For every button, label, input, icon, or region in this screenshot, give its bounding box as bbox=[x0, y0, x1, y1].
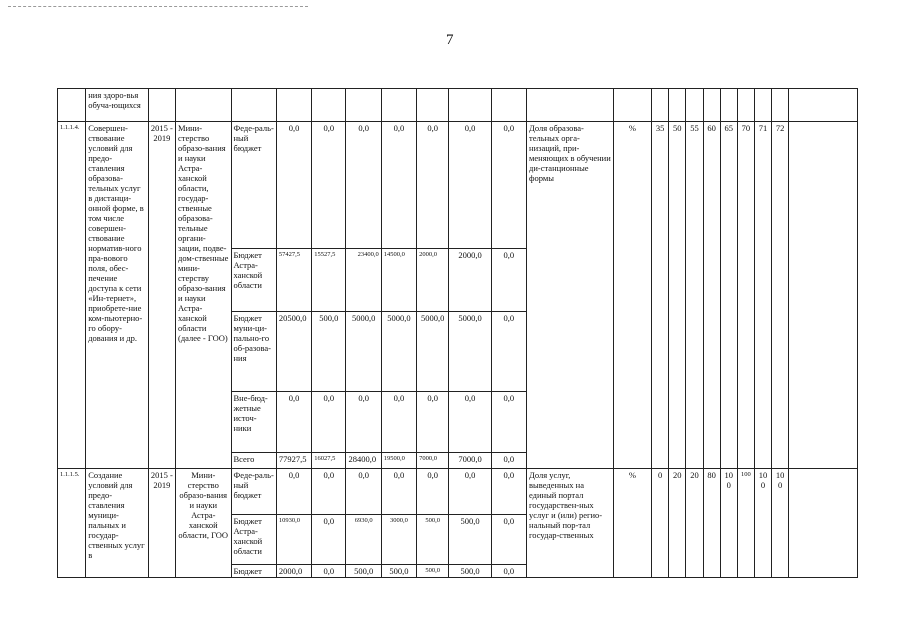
value-cell: 0,0 bbox=[491, 312, 526, 392]
target-cell: 50 bbox=[669, 122, 686, 469]
code-cell: 1.1.1.4. bbox=[58, 122, 86, 469]
name-cell: Создание условий для предо-ставления муници-пальных и государ-ственных услуг в bbox=[86, 469, 149, 578]
target-cell: 70 bbox=[737, 122, 754, 469]
value-cell: 0,0 bbox=[312, 565, 346, 578]
value-cell: 0,0 bbox=[276, 122, 311, 249]
value-cell: 0,0 bbox=[449, 469, 491, 515]
value-cell: 57427,5 bbox=[276, 249, 311, 312]
source-cell: Бюджет bbox=[231, 565, 276, 578]
value-cell: 0,0 bbox=[491, 453, 526, 469]
value-cell: 0,0 bbox=[312, 515, 346, 565]
unit-cell: % bbox=[613, 122, 651, 469]
value-cell: 0,0 bbox=[312, 122, 346, 249]
target-cell: 100 bbox=[754, 469, 771, 578]
value-cell: 0,0 bbox=[381, 469, 416, 515]
value-cell: 28400,0 bbox=[346, 453, 381, 469]
value-cell: 0,0 bbox=[417, 469, 449, 515]
executor-cell bbox=[176, 89, 231, 122]
value-cell: 7000,0 bbox=[449, 453, 491, 469]
code-cell bbox=[58, 89, 86, 122]
value-cell: 19500,0 bbox=[381, 453, 416, 469]
value-cell: 500,0 bbox=[449, 565, 491, 578]
indicator-cell bbox=[527, 89, 614, 122]
table-row bbox=[58, 89, 858, 122]
target-cell: 72 bbox=[772, 122, 789, 469]
value-cell: 0,0 bbox=[491, 392, 526, 453]
value-cell: 0,0 bbox=[381, 392, 416, 453]
value-cell: 15527,5 bbox=[312, 249, 346, 312]
target-cell: 20 bbox=[686, 469, 703, 578]
target-cell: 20 bbox=[669, 469, 686, 578]
target-cell: 35 bbox=[652, 122, 669, 469]
value-cell: 5000,0 bbox=[346, 312, 381, 392]
target-cell: 55 bbox=[686, 122, 703, 469]
name-cell: ния здоро-вья обуча-ющихся bbox=[86, 89, 149, 122]
value-cell: 0,0 bbox=[491, 122, 526, 249]
value-cell: 0,0 bbox=[491, 515, 526, 565]
value-cell: 5000,0 bbox=[381, 312, 416, 392]
top-dashed-line bbox=[8, 6, 308, 7]
program-measures-table bbox=[57, 88, 858, 578]
value-cell: 500,0 bbox=[417, 515, 449, 565]
value-cell: 500,0 bbox=[381, 565, 416, 578]
table-row bbox=[58, 469, 858, 515]
value-cell: 0,0 bbox=[276, 392, 311, 453]
value-cell: 0,0 bbox=[491, 565, 526, 578]
target-cell: 71 bbox=[754, 122, 771, 469]
source-cell: Бюджет Астра-ханской области bbox=[231, 515, 276, 565]
value-cell: 0,0 bbox=[346, 469, 381, 515]
source-cell: Вне-бюд-жетные источ-ники bbox=[231, 392, 276, 453]
value-cell: 0,0 bbox=[449, 122, 491, 249]
source-cell: Бюджет Астра-ханской области bbox=[231, 249, 276, 312]
value-cell: 14500,0 bbox=[381, 249, 416, 312]
value-cell: 16027,5 bbox=[312, 453, 346, 469]
unit-cell: % bbox=[613, 469, 651, 578]
value-cell: 0,0 bbox=[346, 122, 381, 249]
target-cell: 60 bbox=[703, 122, 720, 469]
code-cell: 1.1.1.5. bbox=[58, 469, 86, 578]
target-cell: 100 bbox=[737, 469, 754, 578]
value-cell: 0,0 bbox=[417, 392, 449, 453]
source-cell: Феде-раль-ный бюджет bbox=[231, 122, 276, 249]
period-cell bbox=[148, 89, 175, 122]
period-cell: 2015 - 2019 bbox=[148, 122, 175, 469]
value-cell: 2000,0 bbox=[276, 565, 311, 578]
source-cell bbox=[231, 89, 276, 122]
unit-cell bbox=[613, 89, 651, 122]
value-cell: 5000,0 bbox=[417, 312, 449, 392]
value-cell: 23400,0 bbox=[346, 249, 381, 312]
value-cell: 10930,0 bbox=[276, 515, 311, 565]
executor-cell: Мини-стерство образо-вания и науки Астра-ханской области, государ-ственные образова-тельные органи-зации, подве-дом-ственные мини-стерству образо-вания и науки Астра-ханской области (далее - ГОО) bbox=[176, 122, 231, 469]
value-cell: 0,0 bbox=[491, 249, 526, 312]
page-number: 7 bbox=[446, 32, 454, 48]
value-cell: 0,0 bbox=[312, 392, 346, 453]
value-cell: 77927,5 bbox=[276, 453, 311, 469]
value-cell: 0,0 bbox=[276, 469, 311, 515]
value-cell: 20500,0 bbox=[276, 312, 311, 392]
period-cell: 2015 - 2019 bbox=[148, 469, 175, 578]
value-cell: 3000,0 bbox=[381, 515, 416, 565]
source-cell: Феде-раль-ный бюджет bbox=[231, 469, 276, 515]
target-cell: 80 bbox=[703, 469, 720, 578]
value-cell: 500,0 bbox=[346, 565, 381, 578]
value-cell: 0,0 bbox=[346, 392, 381, 453]
value-cell: 6930,0 bbox=[346, 515, 381, 565]
value-cell: 0,0 bbox=[381, 122, 416, 249]
value-cell: 0,0 bbox=[449, 392, 491, 453]
value-cell: 7000,0 bbox=[417, 453, 449, 469]
value-cell: 0,0 bbox=[417, 122, 449, 249]
value-cell: 500,0 bbox=[449, 515, 491, 565]
value-cell: 5000,0 bbox=[449, 312, 491, 392]
executor-cell: Мини-стерство образо-вания и науки Астра-ханской области, ГОО bbox=[176, 469, 231, 578]
value-cell: 2000,0 bbox=[449, 249, 491, 312]
table-row bbox=[58, 122, 858, 249]
indicator-cell: Доля образова-тельных орга-низаций, при-меняющих в обучении ди-станционные формы bbox=[527, 122, 614, 469]
target-cell: 100 bbox=[720, 469, 737, 578]
indicator-cell: Доля услуг, выведенных на единый портал государствен-ных услуг и (или) регио-нальный пор-тал государ-ственных bbox=[527, 469, 614, 578]
value-cell: 500,0 bbox=[312, 312, 346, 392]
name-cell: Совершен-ствование условий для предо-ставления образова-тельных услуг в дистанци-онной форме, в том числе совершен-ствование норматив-ного пра-вового поля, обес-печение доступа к сети «Ин-тернет», приобрете-ние ком-пьютерно-го обору-дования и др. bbox=[86, 122, 149, 469]
value-cell: 0,0 bbox=[491, 469, 526, 515]
source-cell: Бюджет муни-ци-пально-го об-разова-ния bbox=[231, 312, 276, 392]
target-cell: 65 bbox=[720, 122, 737, 469]
target-cell: 100 bbox=[772, 469, 789, 578]
value-cell: 2000,0 bbox=[417, 249, 449, 312]
value-cell: 0,0 bbox=[312, 469, 346, 515]
source-cell: Всего bbox=[231, 453, 276, 469]
value-cell: 500,0 bbox=[417, 565, 449, 578]
target-cell: 0 bbox=[652, 469, 669, 578]
